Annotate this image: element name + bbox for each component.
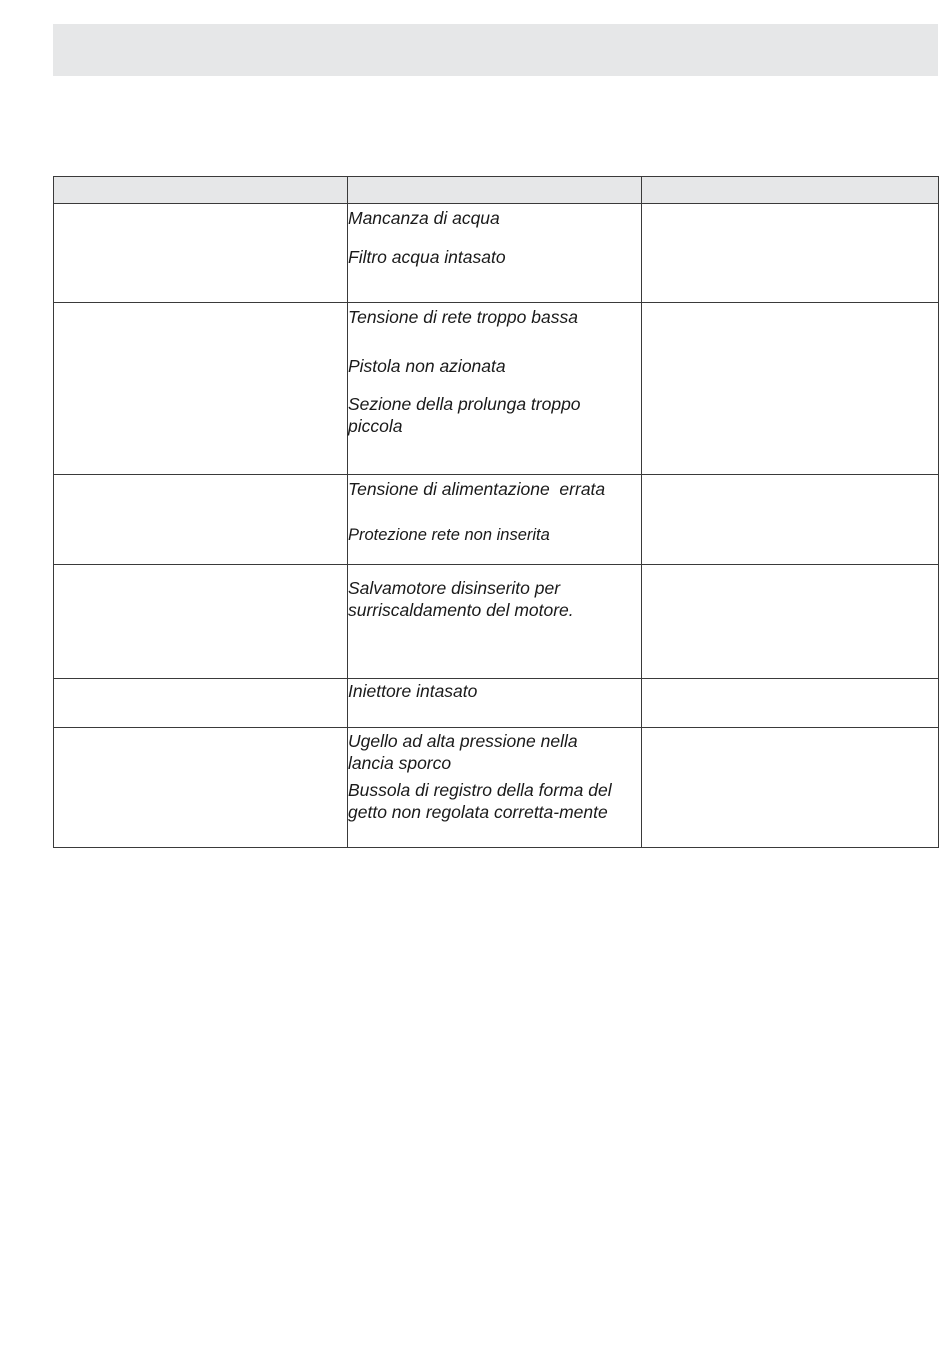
cause-cell	[348, 475, 642, 565]
cause-text: Bussola di registro della forma del getto non regolata corretta-mente	[348, 780, 612, 822]
remedy-cell	[642, 204, 939, 303]
table-header-row	[54, 177, 939, 204]
remedy-cell	[642, 679, 939, 728]
table-row	[54, 303, 939, 475]
problem-cell	[54, 303, 348, 475]
cause-text: Sezione della prolunga troppo piccola	[348, 394, 581, 436]
cause-text: Tensione di rete troppo bassa	[348, 307, 578, 327]
header-remedy	[642, 177, 939, 204]
cause-text: Pistola non azionata	[348, 355, 506, 376]
cause-cell	[348, 679, 642, 728]
problem-cell	[54, 475, 348, 565]
table-row	[54, 679, 939, 728]
cause-text: Filtro acqua intasato	[348, 246, 506, 267]
cause-text: Salvamotore disinserito per surriscaldamento del motore.	[348, 578, 574, 620]
remedy-cell	[642, 565, 939, 679]
cause-text: Protezione rete non inserita	[348, 525, 550, 544]
problem-cell	[54, 565, 348, 679]
table-row	[54, 204, 939, 303]
cause-cell	[348, 728, 642, 848]
cause-cell	[348, 303, 642, 475]
problem-cell	[54, 204, 348, 303]
cause-cell	[348, 565, 642, 679]
header-cause	[348, 177, 642, 204]
problem-cell	[54, 728, 348, 848]
remedy-cell	[642, 475, 939, 565]
table-row	[54, 475, 939, 565]
section-header-band	[53, 24, 938, 76]
cause-cell	[348, 204, 642, 303]
remedy-cell	[642, 303, 939, 475]
cause-text: Mancanza di acqua	[348, 208, 500, 228]
remedy-cell	[642, 728, 939, 848]
cause-text: Tensione di alimentazione errata	[348, 479, 606, 499]
problem-cell	[54, 679, 348, 728]
table-row	[54, 565, 939, 679]
header-problem	[54, 177, 348, 204]
cause-text: Iniettore intasato	[348, 681, 478, 701]
cause-text: Ugello ad alta pressione nella lancia sporco	[348, 731, 578, 773]
table-row	[54, 728, 939, 848]
troubleshooting-table	[53, 176, 939, 848]
